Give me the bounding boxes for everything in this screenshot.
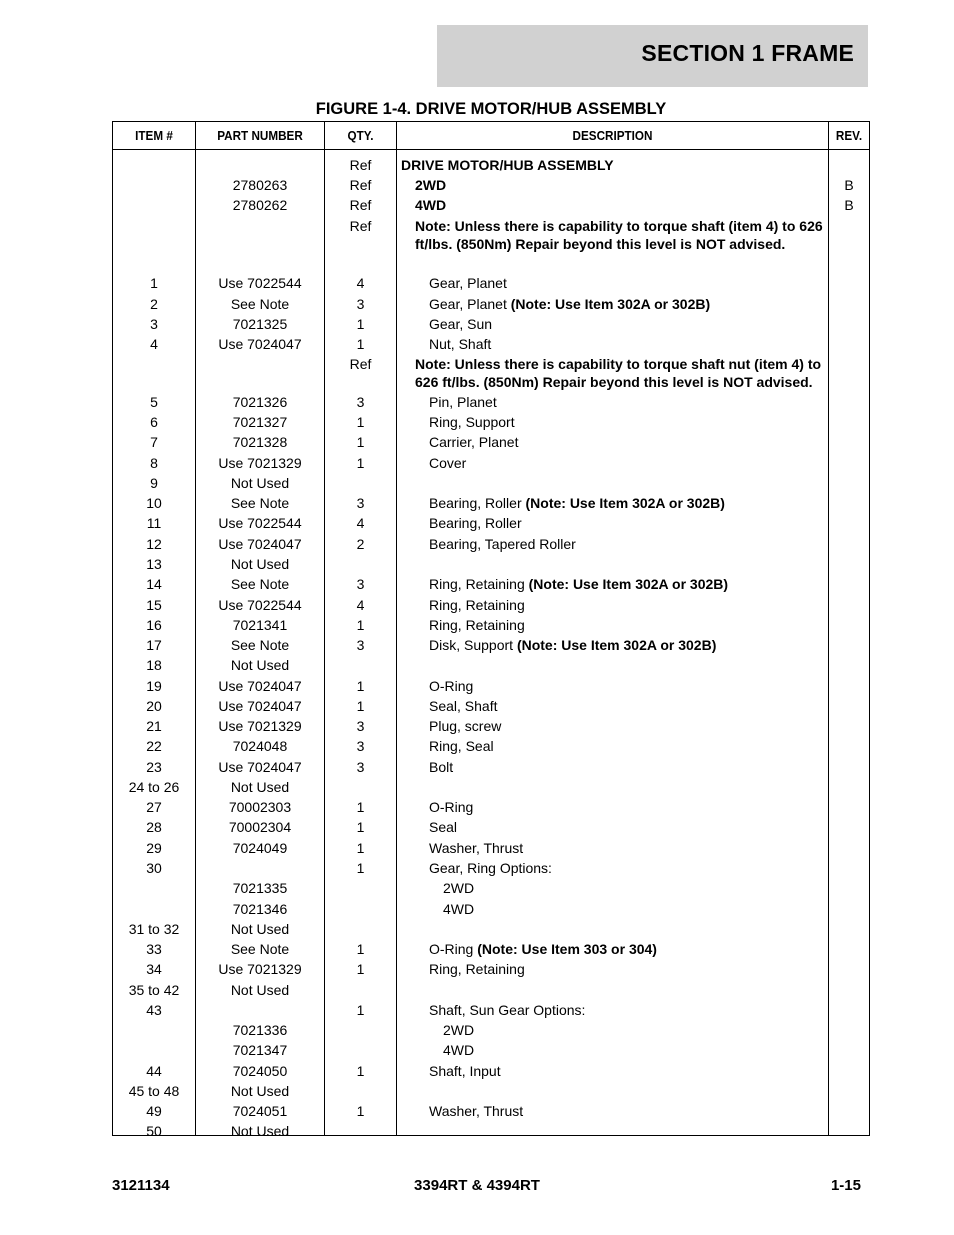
part-number-cell: 7021347 (232, 1042, 288, 1058)
description-text: Ring, Retaining (429, 597, 525, 613)
description-cell (397, 758, 860, 776)
description-cell (397, 1001, 860, 1019)
description-cell (397, 859, 860, 877)
item-number-cell: 44 (146, 1063, 162, 1079)
rev-cell: B (844, 177, 854, 193)
item-number-cell: 49 (146, 1103, 162, 1119)
description-text: Gear, Planet (429, 275, 507, 291)
description-text: Washer, Thrust (429, 1103, 524, 1119)
description-text: Bolt (429, 759, 454, 775)
item-number-cell: 1 (150, 275, 158, 291)
part-number-cell: Use 7022544 (218, 515, 302, 531)
part-number-cell: Not Used (230, 921, 290, 937)
description-cell (397, 196, 846, 214)
part-number-cell: Not Used (230, 657, 290, 673)
footer-doc-number: 3121134 (112, 1177, 170, 1194)
description-cell (397, 960, 860, 978)
item-number-cell: 23 (146, 759, 162, 775)
part-number-cell: 2780262 (232, 197, 288, 213)
qty-cell: 3 (356, 718, 365, 734)
item-number-cell: 31 to 32 (128, 921, 180, 937)
item-number-cell: 11 (146, 515, 162, 531)
description-text: Nut, Shaft (429, 336, 492, 352)
description-text: 2WD (443, 880, 475, 896)
description-note: (Note: Use Item 302A or 302B) (525, 495, 725, 511)
part-number-cell: 7021336 (232, 1022, 288, 1038)
qty-cell: 3 (356, 759, 365, 775)
part-number-cell: 7021328 (232, 434, 288, 450)
description-text: Plug, screw (429, 718, 502, 734)
part-number-cell: Not Used (230, 779, 290, 795)
part-number-cell: Use 7024047 (218, 336, 302, 352)
description-text: Gear, Planet (429, 296, 511, 312)
section-title: SECTION 1 FRAME (641, 40, 854, 66)
qty-cell: 1 (356, 840, 365, 856)
header-rev: REV. (835, 128, 863, 143)
item-number-cell: 19 (146, 678, 162, 694)
description-cell (397, 616, 860, 634)
description-cell (397, 1062, 860, 1080)
description-text: Carrier, Planet (429, 434, 519, 450)
description-cell (397, 315, 860, 333)
description-text: Bearing, Roller (429, 515, 522, 531)
description-cell (397, 454, 860, 472)
description-cell (397, 596, 860, 614)
description-text: Note: Unless there is capability to torque shaft nut (item 4) to 626 ft/lbs. (850Nm) Repair beyond this level is NOT advised. (415, 356, 822, 390)
header-part-number: PART NUMBER (217, 128, 303, 143)
item-number-cell: 28 (146, 819, 162, 835)
item-number-cell: 8 (150, 455, 158, 471)
description-text: Ring, Seal (429, 738, 494, 754)
qty-cell: 1 (356, 799, 365, 815)
part-number-cell: Use 7021329 (218, 718, 302, 734)
qty-cell: 1 (356, 316, 365, 332)
item-number-cell: 10 (146, 495, 162, 511)
part-number-cell: See Note (230, 576, 290, 592)
description-cell (397, 798, 860, 816)
qty-cell: 1 (356, 860, 365, 876)
header-divider (113, 149, 869, 150)
description-text: Washer, Thrust (429, 840, 524, 856)
description-cell (397, 737, 860, 755)
description-cell (397, 697, 860, 715)
description-text: O-Ring (429, 678, 474, 694)
description-text: 2WD (443, 1022, 475, 1038)
item-number-cell: 34 (146, 961, 162, 977)
parts-table (112, 121, 870, 1139)
qty-cell: 1 (356, 455, 365, 471)
description-text: 2WD (415, 177, 447, 193)
qty-cell: 1 (356, 1002, 365, 1018)
description-cell (397, 217, 825, 253)
description-note: (Note: Use Item 302A or 302B) (510, 296, 711, 312)
qty-cell: 1 (356, 336, 365, 352)
qty-cell: 3 (356, 394, 365, 410)
header-item: ITEM # (135, 128, 173, 143)
part-number-cell: Use 7022544 (218, 597, 302, 613)
item-number-cell: 30 (146, 860, 162, 876)
description-note: (Note: Use Item 303 or 304) (477, 941, 657, 957)
description-cell (397, 295, 860, 313)
description-cell (397, 575, 860, 593)
part-number-cell: Not Used (230, 556, 290, 572)
part-number-cell: See Note (230, 637, 290, 653)
section-header (437, 25, 868, 87)
part-number-cell: Use 7024047 (218, 678, 302, 694)
part-number-cell: 7021325 (232, 316, 288, 332)
figure-title: FIGURE 1-4. DRIVE MOTOR/HUB ASSEMBLY (315, 100, 667, 118)
item-number-cell: 9 (150, 475, 158, 491)
description-cell (397, 335, 860, 353)
rev-cell: B (844, 197, 854, 213)
item-number-cell: 14 (146, 576, 162, 592)
item-number-cell: 16 (146, 617, 162, 633)
description-cell (397, 717, 860, 735)
part-number-cell: Use 7022544 (218, 275, 302, 291)
description-text: Ring, Support (429, 414, 515, 430)
footer-page-number: 1-15 (830, 1177, 861, 1194)
description-text: 4WD (415, 197, 447, 213)
qty-cell: 1 (356, 678, 365, 694)
part-number-cell: 2780263 (232, 177, 288, 193)
description-cell (397, 433, 860, 451)
item-number-cell: 13 (146, 556, 162, 572)
item-number-cell: 4 (150, 336, 158, 352)
qty-cell: 3 (356, 495, 365, 511)
item-number-cell: 18 (146, 657, 162, 673)
part-number-cell: Use 7024047 (218, 536, 302, 552)
part-number-cell: 7021335 (232, 880, 288, 896)
qty-cell: Ref (349, 356, 372, 372)
item-number-cell: 20 (146, 698, 162, 714)
description-cell (397, 1102, 860, 1120)
item-number-cell: 27 (146, 799, 162, 815)
description-cell (397, 413, 860, 431)
part-number-cell: See Note (230, 296, 290, 312)
description-text: Bearing, Roller (429, 495, 526, 511)
description-text: Pin, Planet (429, 394, 497, 410)
qty-cell: 1 (356, 941, 365, 957)
description-text: 4WD (443, 1042, 475, 1058)
item-number-cell: 15 (146, 597, 162, 613)
qty-cell: 4 (356, 515, 365, 531)
description-cell (397, 636, 860, 654)
qty-cell: Ref (349, 218, 372, 234)
item-number-cell: 7 (150, 434, 158, 450)
qty-cell: 2 (356, 536, 365, 552)
description-cell (397, 818, 860, 836)
description-cell (397, 393, 860, 411)
item-number-cell: 33 (146, 941, 162, 957)
part-number-cell: Use 7021329 (218, 961, 302, 977)
description-cell (397, 514, 860, 532)
description-text: Seal, Shaft (429, 698, 498, 714)
item-number-cell: 43 (146, 1002, 162, 1018)
description-cell (397, 1021, 874, 1039)
item-number-cell: 2 (150, 296, 158, 312)
part-number-cell: 70002304 (228, 819, 292, 835)
description-text: Gear, Ring Options: (429, 860, 552, 876)
description-text: Disk, Support (429, 637, 517, 653)
part-number-cell: 7024051 (232, 1103, 288, 1119)
qty-cell: 3 (356, 576, 365, 592)
qty-cell: Ref (349, 177, 372, 193)
item-number-cell: 22 (146, 738, 162, 754)
description-text: Shaft, Input (429, 1063, 501, 1079)
description-cell (397, 176, 846, 194)
qty-cell: 3 (356, 296, 365, 312)
header-qty: QTY. (347, 128, 374, 143)
qty-cell: 4 (356, 597, 365, 613)
description-text: Ring, Retaining (429, 961, 525, 977)
part-number-cell: Not Used (230, 475, 290, 491)
description-note: (Note: Use Item 302A or 302B) (516, 637, 717, 653)
item-number-cell: 3 (150, 316, 158, 332)
part-number-cell: 7021341 (232, 617, 288, 633)
item-number-cell: 17 (146, 637, 162, 653)
description-cell (397, 355, 825, 391)
footer-model: 3394RT & 4394RT (414, 1177, 540, 1194)
description-text: Seal (429, 819, 458, 835)
qty-cell: 1 (356, 1103, 365, 1119)
part-number-cell: 7024049 (232, 840, 288, 856)
part-number-cell: See Note (230, 495, 290, 511)
description-text: Ring, Retaining (429, 617, 525, 633)
qty-cell: 1 (356, 1063, 365, 1079)
description-text: O-Ring (429, 941, 478, 957)
item-number-cell: 24 to 26 (128, 779, 180, 795)
item-number-cell: 21 (146, 718, 162, 734)
description-text: O-Ring (429, 799, 474, 815)
part-number-cell: 7024050 (232, 1063, 288, 1079)
qty-cell: 3 (356, 738, 365, 754)
qty-cell: 1 (356, 434, 365, 450)
part-number-cell: 7024048 (232, 738, 288, 754)
item-number-cell: 50 (146, 1123, 162, 1139)
item-number-cell: 12 (146, 536, 162, 552)
description-text: Ring, Retaining (429, 576, 529, 592)
item-number-cell: 29 (146, 840, 162, 856)
part-number-cell: Not Used (230, 1083, 290, 1099)
qty-cell: 1 (356, 414, 365, 430)
description-cell (397, 494, 860, 512)
description-cell (397, 156, 832, 174)
part-number-cell: Use 7021329 (218, 455, 302, 471)
qty-cell: 1 (356, 617, 365, 633)
qty-cell: 4 (356, 275, 365, 291)
qty-cell: Ref (349, 197, 372, 213)
qty-cell: Ref (349, 157, 372, 173)
description-text: 4WD (443, 901, 475, 917)
item-number-cell: 6 (150, 414, 158, 430)
description-cell (397, 677, 860, 695)
description-cell (397, 1041, 874, 1059)
description-cell (397, 274, 860, 292)
description-text: Note: Unless there is capability to torque shaft (item 4) to 626 ft/lbs. (850Nm) Repair beyond this level is NOT advised. (415, 218, 823, 252)
part-number-cell: 7021346 (232, 901, 288, 917)
qty-cell: 3 (356, 637, 365, 653)
part-number-cell: Not Used (230, 982, 290, 998)
description-cell (397, 900, 874, 918)
part-number-cell: Not Used (230, 1123, 290, 1139)
part-number-cell: Use 7024047 (218, 759, 302, 775)
description-text: DRIVE MOTOR/HUB ASSEMBLY (401, 157, 614, 173)
item-number-cell: 5 (150, 394, 158, 410)
description-cell (397, 940, 860, 958)
item-number-cell: 35 to 42 (128, 982, 180, 998)
part-number-cell: See Note (230, 941, 290, 957)
qty-cell: 1 (356, 819, 365, 835)
part-number-cell: 7021326 (232, 394, 288, 410)
qty-cell: 1 (356, 698, 365, 714)
part-number-cell: Use 7024047 (218, 698, 302, 714)
description-note: (Note: Use Item 302A or 302B) (528, 576, 729, 592)
header-description: DESCRIPTION (572, 128, 653, 143)
description-text: Bearing, Tapered Roller (429, 536, 576, 552)
description-text: Cover (429, 455, 467, 471)
description-text: Shaft, Sun Gear Options: (429, 1002, 586, 1018)
qty-cell: 1 (356, 961, 365, 977)
description-cell (397, 879, 874, 897)
description-cell (397, 839, 860, 857)
description-text: Gear, Sun (429, 316, 493, 332)
part-number-cell: 7021327 (232, 414, 288, 430)
part-number-cell: 70002303 (228, 799, 292, 815)
description-cell (397, 535, 860, 553)
item-number-cell: 45 to 48 (128, 1083, 180, 1099)
